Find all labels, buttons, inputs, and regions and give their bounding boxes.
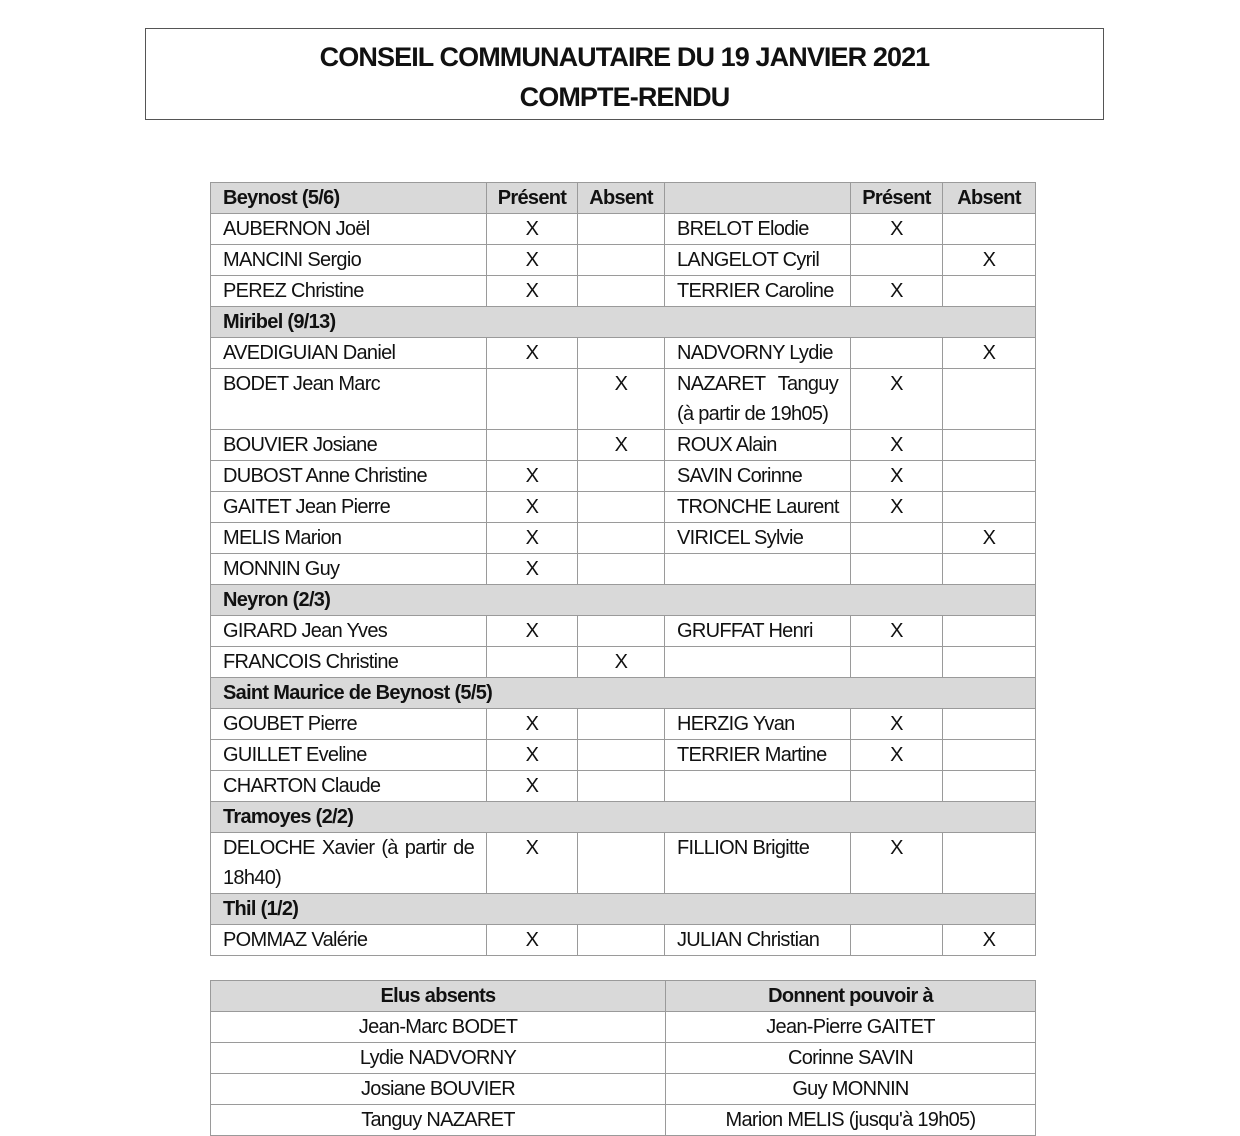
document-title-box	[145, 28, 1104, 120]
absent-cell	[578, 833, 665, 894]
absent-cell: X	[943, 338, 1036, 369]
absent-cell: X	[943, 925, 1036, 956]
absent-cell	[943, 647, 1036, 678]
present-cell: X	[487, 492, 578, 523]
member-name: DUBOST Anne Christine	[211, 461, 487, 492]
present-cell: X	[851, 369, 943, 430]
present-cell: X	[851, 709, 943, 740]
table-row	[211, 833, 1036, 894]
attendance-table	[210, 182, 1036, 956]
absent-cell	[578, 740, 665, 771]
present-cell: X	[851, 616, 943, 647]
table-row	[211, 461, 1036, 492]
member-name	[665, 647, 851, 678]
absent-cell	[943, 771, 1036, 802]
present-cell: X	[851, 461, 943, 492]
member-name: GRUFFAT Henri	[665, 616, 851, 647]
member-name: JULIAN Christian	[665, 925, 851, 956]
absent-member: Josiane BOUVIER	[211, 1074, 666, 1105]
member-name: LANGELOT Cyril	[665, 245, 851, 276]
table-row	[211, 1012, 1036, 1043]
absent-cell	[943, 276, 1036, 307]
present-cell: X	[487, 276, 578, 307]
member-name: VIRICEL Sylvie	[665, 523, 851, 554]
header-absent: Absent	[943, 183, 1036, 214]
absent-cell	[943, 461, 1036, 492]
proxy-holder: Jean-Pierre GAITET	[666, 1012, 1036, 1043]
member-name: POMMAZ Valérie	[211, 925, 487, 956]
present-cell: X	[487, 214, 578, 245]
absent-cell	[943, 709, 1036, 740]
present-cell	[487, 647, 578, 678]
absent-cell	[578, 554, 665, 585]
present-cell: X	[851, 276, 943, 307]
table-row	[211, 1043, 1036, 1074]
present-cell	[851, 338, 943, 369]
absent-cell	[578, 616, 665, 647]
present-cell: X	[487, 925, 578, 956]
header-absent-members: Elus absents	[211, 981, 666, 1012]
proxy-holder: Marion MELIS (jusqu'à 19h05)	[666, 1105, 1036, 1136]
absent-cell	[578, 214, 665, 245]
present-cell: X	[487, 709, 578, 740]
absent-cell: X	[578, 369, 665, 430]
group-label: Miribel (9/13)	[211, 307, 1036, 338]
absent-member: Lydie NADVORNY	[211, 1043, 666, 1074]
member-name: AVEDIGUIAN Daniel	[211, 338, 487, 369]
present-cell: X	[487, 461, 578, 492]
table-row	[211, 492, 1036, 523]
absent-cell	[578, 523, 665, 554]
group-label: Thil (1/2)	[211, 894, 1036, 925]
absent-member: Jean-Marc BODET	[211, 1012, 666, 1043]
table-header-row	[211, 981, 1036, 1012]
table-row	[211, 245, 1036, 276]
document-subtitle: COMPTE-RENDU	[519, 82, 730, 112]
member-name	[665, 554, 851, 585]
group-label: Neyron (2/3)	[211, 585, 1036, 616]
proxy-holder: Corinne SAVIN	[666, 1043, 1036, 1074]
absent-cell: X	[943, 245, 1036, 276]
absent-cell	[578, 492, 665, 523]
absent-cell	[943, 214, 1036, 245]
table-row	[211, 276, 1036, 307]
member-name: ROUX Alain	[665, 430, 851, 461]
absent-cell	[943, 616, 1036, 647]
present-cell	[851, 523, 943, 554]
member-name: TERRIER Martine	[665, 740, 851, 771]
member-name: TRONCHE Laurent	[665, 492, 851, 523]
absent-cell	[578, 461, 665, 492]
header-present: Présent	[851, 183, 943, 214]
absent-cell: X	[578, 647, 665, 678]
member-name: NAZARET Tanguy (à partir de 19h05)	[665, 369, 851, 430]
group-label: Beynost (5/6)	[211, 183, 487, 214]
member-name: DELOCHE Xavier (à partir de 18h40)	[211, 833, 487, 894]
member-name: FRANCOIS Christine	[211, 647, 487, 678]
document-title: CONSEIL COMMUNAUTAIRE DU 19 JANVIER 2021	[319, 42, 930, 72]
absent-cell	[943, 554, 1036, 585]
table-row	[211, 430, 1036, 461]
table-row	[211, 740, 1036, 771]
commune-group-row	[211, 307, 1036, 338]
present-cell: X	[851, 833, 943, 894]
present-cell: X	[851, 492, 943, 523]
member-name: BRELOT Elodie	[665, 214, 851, 245]
member-name: PEREZ Christine	[211, 276, 487, 307]
commune-group-row	[211, 802, 1036, 833]
present-cell: X	[487, 833, 578, 894]
table-row	[211, 925, 1036, 956]
member-name	[665, 771, 851, 802]
table-row	[211, 709, 1036, 740]
table-row	[211, 1105, 1036, 1136]
member-name: TERRIER Caroline	[665, 276, 851, 307]
present-cell	[851, 554, 943, 585]
absent-cell	[943, 430, 1036, 461]
table-row	[211, 554, 1036, 585]
proxy-holder: Guy MONNIN	[666, 1074, 1036, 1105]
present-cell: X	[487, 771, 578, 802]
present-cell	[851, 925, 943, 956]
member-name: GIRARD Jean Yves	[211, 616, 487, 647]
absent-cell	[578, 245, 665, 276]
present-cell	[487, 369, 578, 430]
present-cell: X	[487, 523, 578, 554]
member-name: AUBERNON Joël	[211, 214, 487, 245]
header-empty	[665, 183, 851, 214]
member-name: GAITET Jean Pierre	[211, 492, 487, 523]
member-name: MELIS Marion	[211, 523, 487, 554]
present-cell: X	[487, 245, 578, 276]
commune-group-row	[211, 678, 1036, 709]
table-row	[211, 616, 1036, 647]
table-row	[211, 369, 1036, 430]
present-cell: X	[851, 740, 943, 771]
present-cell	[851, 647, 943, 678]
absent-cell	[578, 925, 665, 956]
present-cell: X	[851, 430, 943, 461]
absent-member: Tanguy NAZARET	[211, 1105, 666, 1136]
present-cell	[851, 245, 943, 276]
absent-cell	[943, 833, 1036, 894]
table-header-row	[211, 183, 1036, 214]
member-name: CHARTON Claude	[211, 771, 487, 802]
member-name: GUILLET Eveline	[211, 740, 487, 771]
header-present: Présent	[487, 183, 578, 214]
table-row	[211, 338, 1036, 369]
absent-cell	[578, 709, 665, 740]
header-proxy-holder: Donnent pouvoir à	[666, 981, 1036, 1012]
proxy-table	[210, 980, 1036, 1136]
member-name: BODET Jean Marc	[211, 369, 487, 430]
present-cell: X	[487, 740, 578, 771]
present-cell: X	[487, 338, 578, 369]
present-cell	[851, 771, 943, 802]
absent-cell: X	[578, 430, 665, 461]
absent-cell	[578, 338, 665, 369]
group-label: Saint Maurice de Beynost (5/5)	[211, 678, 1036, 709]
absent-cell	[943, 369, 1036, 430]
absent-cell	[943, 740, 1036, 771]
present-cell: X	[487, 616, 578, 647]
absent-cell	[943, 492, 1036, 523]
absent-cell: X	[943, 523, 1036, 554]
member-name: GOUBET Pierre	[211, 709, 487, 740]
member-name: MONNIN Guy	[211, 554, 487, 585]
header-absent: Absent	[578, 183, 665, 214]
table-row	[211, 647, 1036, 678]
absent-cell	[578, 276, 665, 307]
table-row	[211, 771, 1036, 802]
table-row	[211, 523, 1036, 554]
group-label: Tramoyes (2/2)	[211, 802, 1036, 833]
member-name: HERZIG Yvan	[665, 709, 851, 740]
member-name: FILLION Brigitte	[665, 833, 851, 894]
table-row	[211, 214, 1036, 245]
member-name: SAVIN Corinne	[665, 461, 851, 492]
table-row	[211, 1074, 1036, 1105]
commune-group-row	[211, 585, 1036, 616]
present-cell: X	[487, 554, 578, 585]
member-name: NADVORNY Lydie	[665, 338, 851, 369]
absent-cell	[578, 771, 665, 802]
commune-group-row	[211, 894, 1036, 925]
present-cell: X	[851, 214, 943, 245]
member-name: MANCINI Sergio	[211, 245, 487, 276]
member-name: BOUVIER Josiane	[211, 430, 487, 461]
present-cell	[487, 430, 578, 461]
